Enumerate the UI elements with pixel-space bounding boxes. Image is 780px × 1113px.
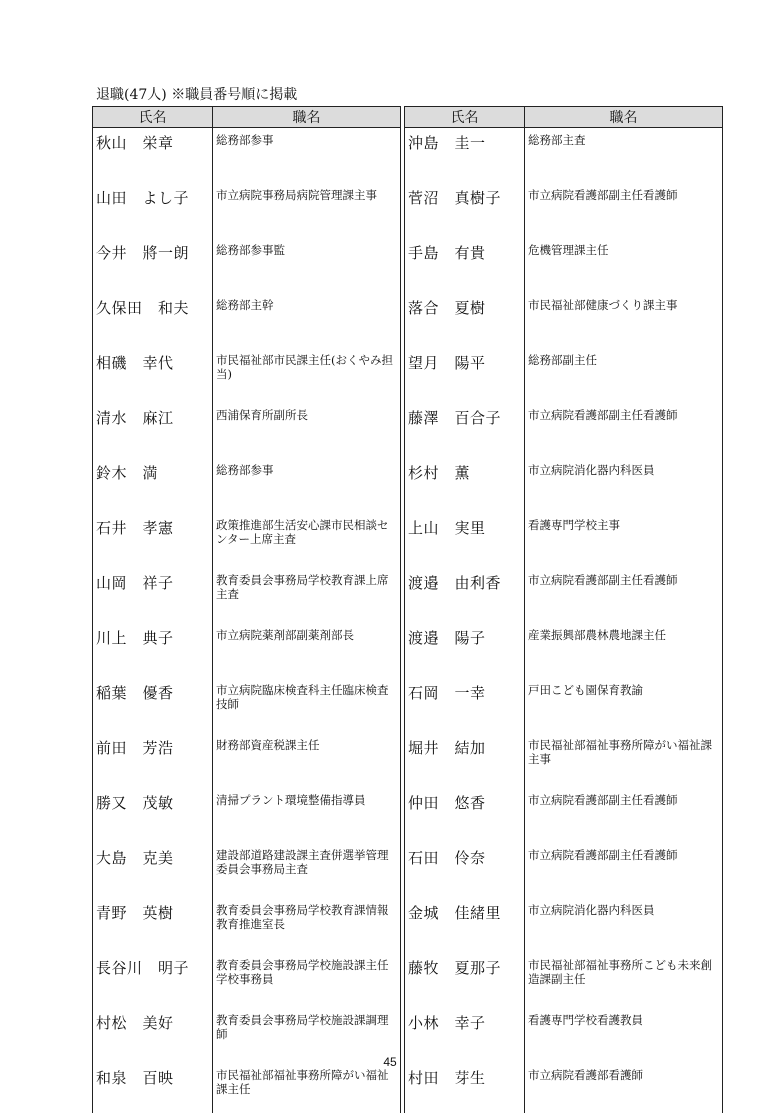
employee-name: 石岡 一幸 (405, 678, 525, 733)
job-title: 市民福祉部市民課主任(おくやみ担当) (213, 348, 401, 403)
name-column-header: 氏名 (405, 107, 525, 128)
employee-name: 大島 克美 (93, 843, 213, 898)
employee-name: 石井 孝憲 (93, 513, 213, 568)
job-title: 市立病院事務局病院管理課主事 (213, 183, 401, 238)
employee-name: 相磯 幸代 (93, 348, 213, 403)
page-title: 退職(47人) ※職員番号順に掲載 (96, 84, 297, 104)
job-title: 市民福祉部福祉事務所障がい福祉課主事 (525, 733, 723, 788)
table-row (93, 293, 723, 348)
table-row (93, 898, 723, 953)
job-title: 政策推進部生活安心課市民相談センター上席主査 (213, 513, 401, 568)
table-row (93, 183, 723, 238)
job-title: 財務部資産税課主任 (213, 733, 401, 788)
job-title: 市立病院看護部副主任看護師 (525, 843, 723, 898)
employee-name: 手島 有貴 (405, 238, 525, 293)
job-title: 総務部参事監 (213, 238, 401, 293)
employee-name: 沖島 圭一 (405, 128, 525, 184)
employee-name: 上山 実里 (405, 513, 525, 568)
table-row (93, 733, 723, 788)
table-row (93, 788, 723, 843)
job-title: 教育委員会事務局学校教育課情報教育推進室長 (213, 898, 401, 953)
table-row (93, 678, 723, 733)
table-row (93, 568, 723, 623)
table-row (93, 348, 723, 403)
retirement-roster-table (92, 106, 723, 1113)
employee-name: 杉村 薫 (405, 458, 525, 513)
employee-name: 今井 將一朗 (93, 238, 213, 293)
job-title: 清掃プラント環境整備指導員 (213, 788, 401, 843)
employee-name: 菅沼 真樹子 (405, 183, 525, 238)
table-row (93, 623, 723, 678)
job-title: 市立病院消化器内科医員 (525, 898, 723, 953)
title-column-header: 職名 (213, 107, 401, 128)
employee-name: 小林 幸子 (405, 1008, 525, 1063)
job-title: 市民福祉部健康づくり課主事 (525, 293, 723, 348)
job-title: 西浦保育所副所長 (213, 403, 401, 458)
job-title: 市民福祉部福祉事務所こども未来創造課副主任 (525, 953, 723, 1008)
job-title: 市立病院看護部副主任看護師 (525, 788, 723, 843)
job-title: 市立病院臨床検査科主任臨床検査技師 (213, 678, 401, 733)
job-title: 看護専門学校主事 (525, 513, 723, 568)
name-column-header: 氏名 (93, 107, 213, 128)
job-title: 総務部参事 (213, 458, 401, 513)
employee-name: 堀井 結加 (405, 733, 525, 788)
employee-name: 村松 美好 (93, 1008, 213, 1063)
employee-name: 山田 よし子 (93, 183, 213, 238)
employee-name: 久保田 和夫 (93, 293, 213, 348)
job-title: 市立病院看護部看護師 (525, 1063, 723, 1113)
employee-name: 和泉 百映 (93, 1063, 213, 1113)
employee-name: 秋山 栄章 (93, 128, 213, 184)
employee-name: 勝又 茂敏 (93, 788, 213, 843)
table-row (93, 843, 723, 898)
table-row (93, 128, 723, 184)
title-column-header: 職名 (525, 107, 723, 128)
job-title: 市立病院消化器内科医員 (525, 458, 723, 513)
employee-name: 鈴木 満 (93, 458, 213, 513)
table-header-row (93, 107, 723, 128)
page-number: 45 (0, 1055, 780, 1069)
employee-name: 渡邉 由利香 (405, 568, 525, 623)
job-title: 市立病院看護部副主任看護師 (525, 403, 723, 458)
roster-body (93, 128, 723, 1113)
job-title: 産業振興部農林農地課主任 (525, 623, 723, 678)
employee-name: 川上 典子 (93, 623, 213, 678)
job-title: 市立病院看護部副主任看護師 (525, 183, 723, 238)
job-title: 教育委員会事務局学校施設課調理師 (213, 1008, 401, 1063)
employee-name: 藤澤 百合子 (405, 403, 525, 458)
job-title: 教育委員会事務局学校施設課主任学校事務員 (213, 953, 401, 1008)
employee-name: 渡邉 陽子 (405, 623, 525, 678)
job-title: 市民福祉部福祉事務所障がい福祉課主任 (213, 1063, 401, 1113)
employee-name: 仲田 悠香 (405, 788, 525, 843)
employee-name: 長谷川 明子 (93, 953, 213, 1008)
job-title: 市立病院看護部副主任看護師 (525, 568, 723, 623)
employee-name: 石田 伶奈 (405, 843, 525, 898)
table-row (93, 513, 723, 568)
job-title: 総務部参事 (213, 128, 401, 184)
employee-name: 清水 麻江 (93, 403, 213, 458)
job-title: 教育委員会事務局学校教育課上席主査 (213, 568, 401, 623)
employee-name: 村田 芽生 (405, 1063, 525, 1113)
employee-name: 青野 英樹 (93, 898, 213, 953)
table-row (93, 458, 723, 513)
job-title: 総務部主査 (525, 128, 723, 184)
job-title: 総務部主幹 (213, 293, 401, 348)
employee-name: 望月 陽平 (405, 348, 525, 403)
job-title: 総務部副主任 (525, 348, 723, 403)
employee-name: 落合 夏樹 (405, 293, 525, 348)
table-row (93, 953, 723, 1008)
employee-name: 藤牧 夏那子 (405, 953, 525, 1008)
table-row (93, 238, 723, 293)
table-row (93, 1063, 723, 1113)
employee-name: 山岡 祥子 (93, 568, 213, 623)
job-title: 建設部道路建設課主査併選挙管理委員会事務局主査 (213, 843, 401, 898)
job-title: 危機管理課主任 (525, 238, 723, 293)
table-row (93, 403, 723, 458)
employee-name: 前田 芳浩 (93, 733, 213, 788)
job-title: 看護専門学校看護教員 (525, 1008, 723, 1063)
job-title: 戸田こども園保育教諭 (525, 678, 723, 733)
employee-name: 稲葉 優香 (93, 678, 213, 733)
employee-name: 金城 佳緒里 (405, 898, 525, 953)
job-title: 市立病院薬剤部副薬剤部長 (213, 623, 401, 678)
